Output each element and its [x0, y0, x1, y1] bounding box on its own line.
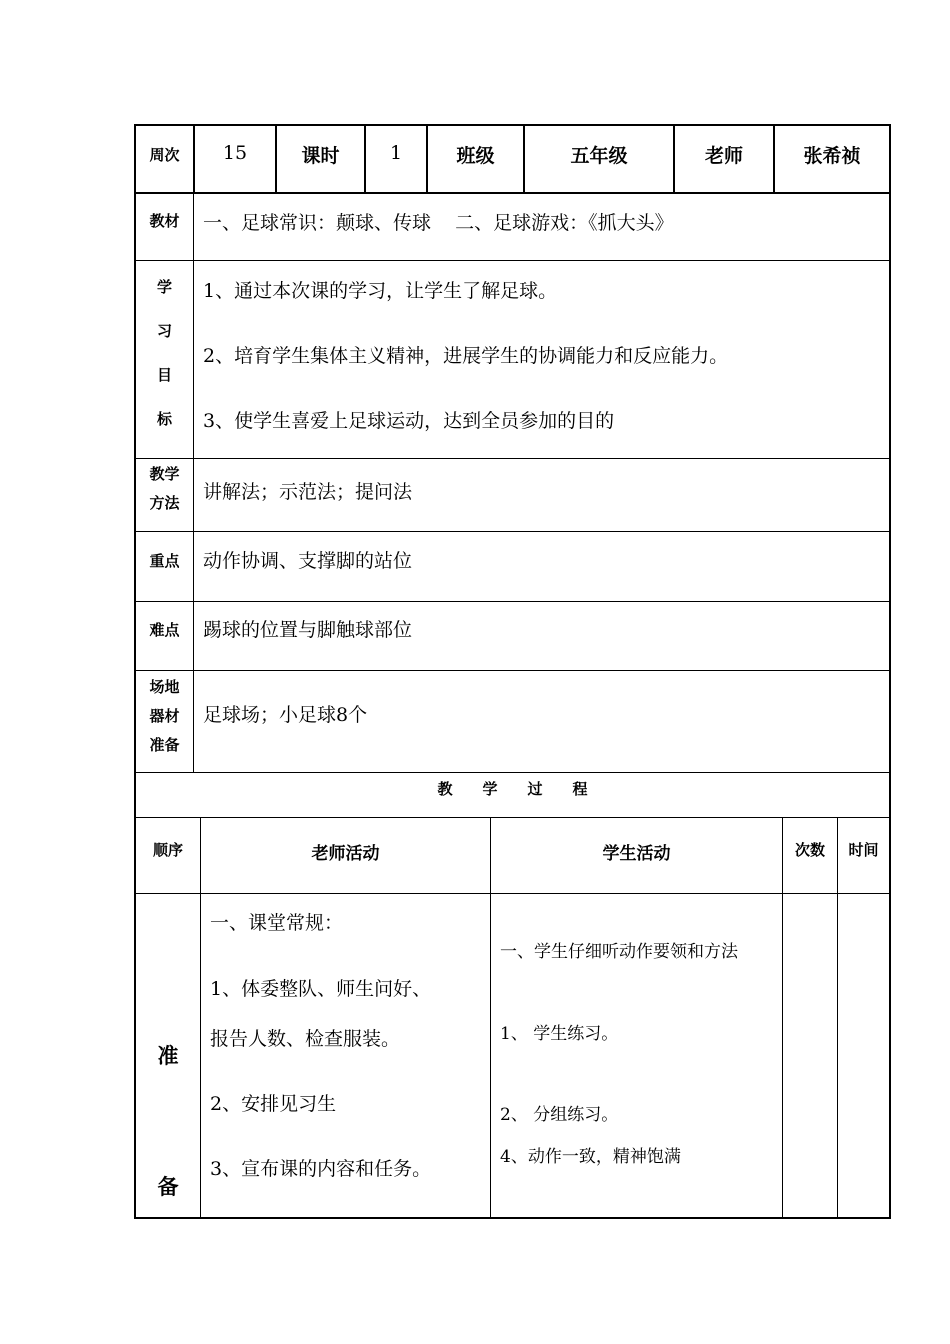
objective-item: 1、通过本次课的学习，让学生了解足球。 [203, 280, 558, 302]
student-activity-header: 学生活动 [602, 844, 671, 864]
row-divider [134, 458, 891, 459]
col-divider [200, 817, 201, 1218]
row-divider [134, 531, 891, 532]
col-divider [490, 817, 491, 1218]
student-activity-line: 2、 分组练习。 [500, 1105, 619, 1125]
key-point-label: 重点 [149, 552, 180, 570]
student-activity-line: 1、 学生练习。 [500, 1024, 619, 1044]
count-column-header: 次数 [794, 841, 825, 859]
col-divider [837, 817, 838, 1218]
objectives-label-char: 目 [156, 366, 172, 384]
week-value: 15 [222, 142, 248, 164]
teacher-activity-line: 一、课堂常规： [210, 912, 344, 934]
objectives-label-char: 标 [156, 410, 172, 428]
period-label: 课时 [301, 145, 340, 167]
teacher-activity-line: 1、体委整队、师生问好、 [210, 978, 432, 1000]
venue-text: 足球场；小足球8个 [203, 704, 368, 726]
material-text: 一、足球常识：颠球、传球 二、足球游戏：《抓大头》 [203, 212, 674, 234]
venue-label-line: 器材 [149, 707, 180, 725]
col-divider [782, 817, 783, 1218]
material-label: 教材 [149, 212, 180, 230]
objectives-label-char: 习 [156, 322, 172, 340]
student-activity-line: 4、动作一致，精神饱满 [500, 1147, 681, 1167]
key-point-text: 动作协调、支撑脚的站位 [203, 550, 413, 572]
student-activity-line: 一、学生仔细听动作要领和方法 [500, 942, 738, 962]
teacher-activity-header: 老师活动 [311, 844, 380, 864]
time-column-header: 时间 [848, 841, 879, 859]
row-divider [134, 601, 891, 602]
method-text: 讲解法；示范法；提问法 [203, 481, 413, 503]
row-divider [134, 260, 891, 261]
row-divider [134, 772, 891, 773]
teacher-activity-line: 3、宣布课的内容和任务。 [210, 1158, 432, 1180]
difficulty-text: 踢球的位置与脚触球部位 [203, 619, 413, 641]
class-label: 班级 [456, 145, 495, 167]
row-divider [134, 192, 891, 194]
row-divider [134, 670, 891, 671]
class-value: 五年级 [570, 145, 628, 167]
objectives-label-char: 学 [156, 278, 172, 296]
method-label-line: 教学 [149, 465, 180, 483]
teacher-activity-line: 2、安排见习生 [210, 1093, 337, 1115]
row-divider [134, 817, 891, 818]
section-label-bottom: 备 [157, 1175, 179, 1199]
venue-label-line: 场地 [149, 678, 180, 696]
week-label: 周次 [149, 146, 180, 164]
period-value: 1 [389, 142, 403, 164]
order-column-header: 顺序 [152, 841, 183, 859]
col-divider [193, 193, 194, 772]
objective-item: 2、培育学生集体主义精神，进展学生的协调能力和反应能力。 [203, 345, 729, 367]
venue-label-line: 准备 [149, 736, 180, 754]
row-divider [134, 893, 891, 894]
teacher-label: 老师 [704, 145, 743, 167]
method-label-line: 方法 [149, 494, 180, 512]
objective-item: 3、使学生喜爱上足球运动，达到全员参加的目的 [203, 410, 615, 432]
difficulty-label: 难点 [149, 621, 180, 639]
teacher-value: 张希祯 [803, 145, 861, 167]
section-label-top: 准 [157, 1044, 179, 1068]
teacher-activity-line: 报告人数、检查服装。 [210, 1028, 401, 1050]
process-title: 教 学 过 程 [437, 780, 588, 798]
